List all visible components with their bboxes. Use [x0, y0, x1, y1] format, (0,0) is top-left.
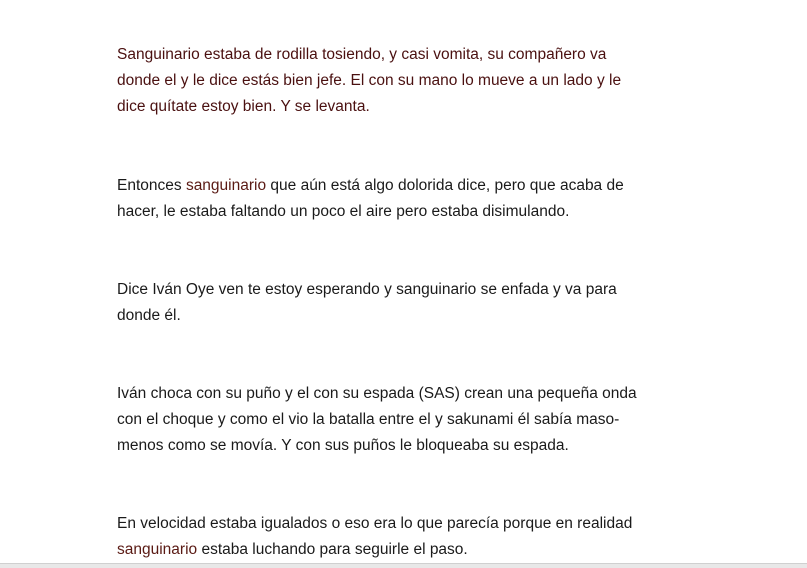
text-segment: Entonces [117, 177, 186, 194]
text-segment: estaba luchando para seguirle el paso. [197, 541, 468, 558]
text-line: donde el y le dice estás bien jefe. El con su mano lo mueve a un lado y le [117, 72, 622, 89]
text-line: donde él. [117, 307, 181, 324]
text-line: Iván choca con su puño y el con su espada (SAS) crean una pequeña onda [117, 385, 637, 402]
text-line: En velocidad estaba igualados o eso era lo que parecía porque en realidad [117, 515, 633, 532]
paragraph-4 [117, 381, 717, 459]
text-line: dice quítate estoy bien. Y se levanta. [117, 98, 370, 115]
character-name: sanguinario [117, 541, 198, 558]
paragraph-5 [117, 511, 717, 563]
paragraph-3 [117, 277, 717, 329]
character-name: sanguinario [185, 177, 267, 194]
text-line [117, 537, 717, 563]
text-line [117, 173, 717, 199]
text-line: con el choque y como el vio la batalla entre el y sakunami él sabía maso- [117, 411, 620, 428]
page-bottom-edge [0, 563, 807, 568]
text-line: Sanguinario estaba de rodilla tosiendo, y casi vomita, su compañero va [117, 46, 607, 63]
paragraph-2 [117, 173, 717, 225]
text-line: menos como se movía. Y con sus puños le bloqueaba su espada. [117, 437, 569, 454]
text-segment: que aún está algo dolorida dice, pero que acaba de [266, 177, 624, 194]
paragraph-1 [117, 42, 717, 120]
text-line: Dice Iván Oye ven te estoy esperando y sanguinario se enfada y va para [117, 281, 617, 298]
text-line: hacer, le estaba faltando un poco el aire pero estaba disimulando. [117, 203, 570, 220]
